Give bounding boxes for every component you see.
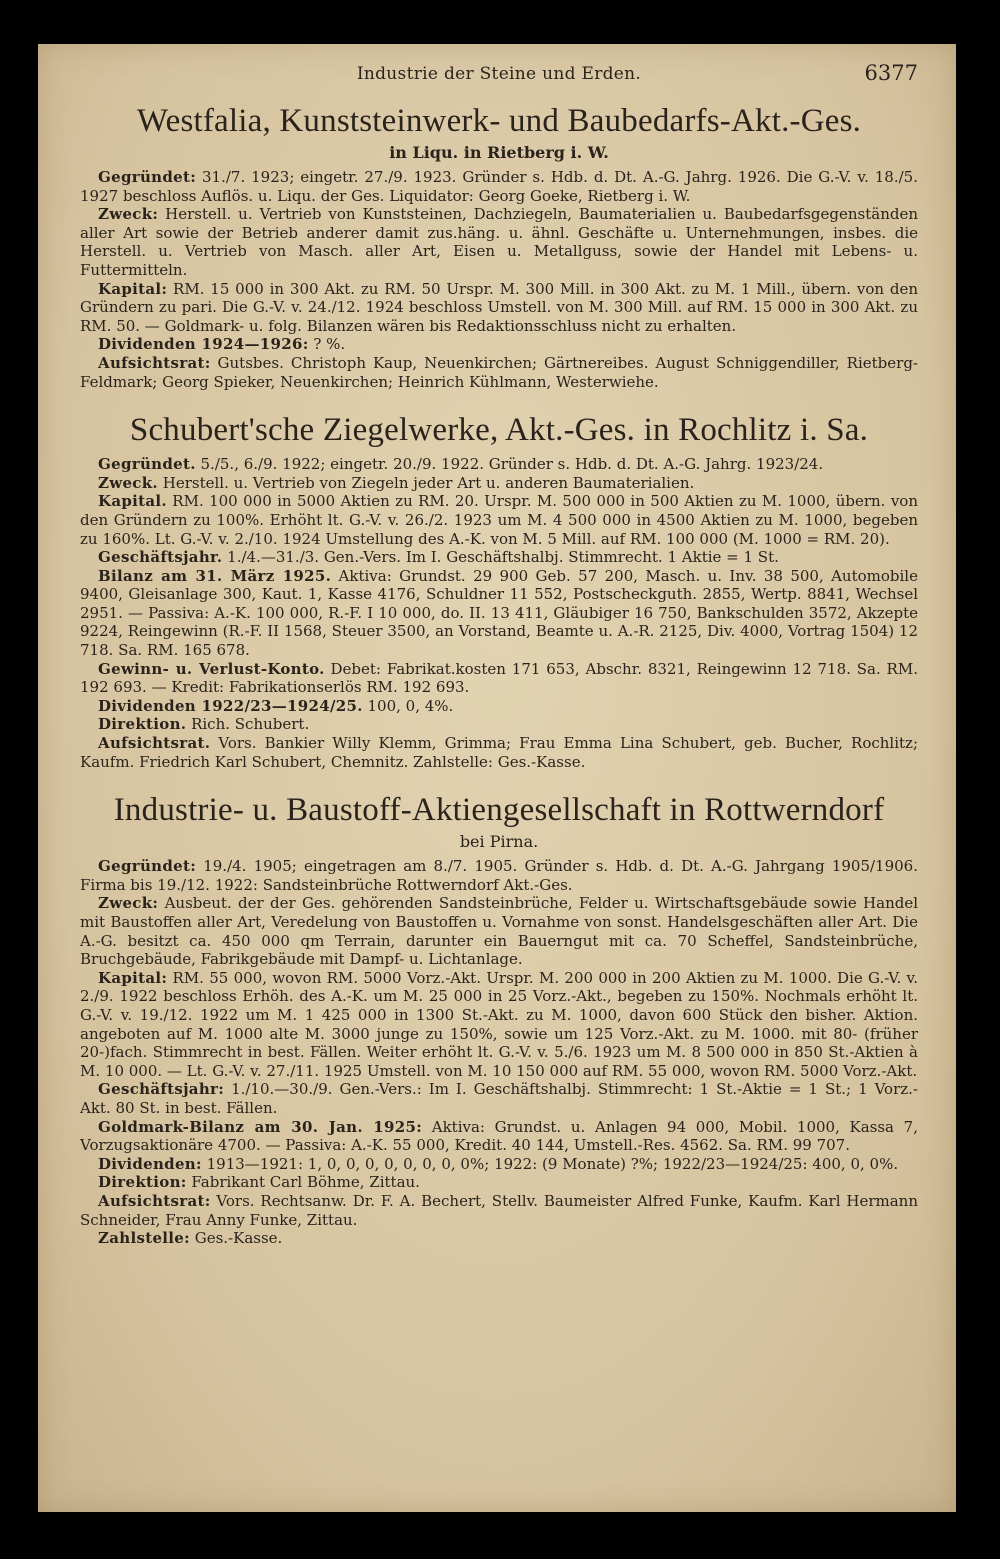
entry-text: Ges.-Kasse. [189, 1229, 283, 1248]
entry-paragraph [80, 205, 918, 279]
entry-paragraph [80, 1192, 918, 1229]
company-title: Industrie- u. Baustoff-Aktiengesellschaft in Rottwerndorf [113, 792, 885, 829]
company-entry [80, 791, 918, 1247]
entry-paragraph [80, 492, 918, 548]
entry-text: 1913—1921: 1, 0, 0, 0, 0, 0, 0, 0, 0%; 1922: (9 Monate) ?%; 1922/23—1924/25: 400, 0, 0%. [201, 1154, 899, 1173]
entry-label: Dividenden 1922/23—1924/25. [98, 696, 363, 715]
page-header [80, 58, 918, 94]
entry-label: Gewinn- u. Verlust-Konto. [98, 659, 325, 678]
entry-text: Aktiva: Grundst. u. Anlagen 94 000, Mobil. 1000, Kassa 7, Vorzugsaktionäre 4700. — Passiva: A.-K. 55 000, Kredit. 40 144, Umstell.-Res. 4562. Sa. RM. 99 707. [80, 1117, 918, 1155]
entry-text: RM. 100 000 in 5000 Aktien zu RM. 20. Urspr. M. 500 000 in 500 Aktien zu M. 1000, übern. von den Gründern zu 100%. Erhöht lt. G.-V. v. 26./2. 1923 um M. 4 500 000 in 4500 Aktien zu M. 1000, begeben zu 160%. Lt. G.-V. v. 2./10. 1924 Umstellung des A.-K. von M. 5 Mill. auf RM. 100 000 (M. 1000 = RM. 20). [80, 492, 918, 548]
entry-paragraph [80, 715, 918, 734]
entry-label: Aufsichtsrat: [98, 353, 211, 372]
company-subtitle: bei Pirna. [459, 832, 539, 852]
entry-label: Kapital: [98, 968, 168, 987]
entry-paragraph [80, 354, 918, 391]
entry-text: Vors. Bankier Willy Klemm, Grimma; Frau Emma Lina Schubert, geb. Bucher, Rochlitz; Kaufm. Friedrich Karl Schubert, Chemnitz. Zahlstelle: Ges.-Kasse. [80, 734, 918, 771]
entry-paragraph [80, 697, 918, 716]
entry-label: Aufsichtsrat. [98, 734, 211, 753]
entry-paragraph [80, 1229, 918, 1248]
entry-text: RM. 55 000, wovon RM. 5000 Vorz.-Akt. Urspr. M. 200 000 in 200 Aktien zu M. 1000. Die G.-V. v. 2./9. 1922 beschloss Erhöh. des A.-K. um M. 25 000 in 25 Vorz.-Akt., begeben zu 150%. Nochmals erhöht lt. G.-V. v. 19./12. 1922 um M. 1 425 000 in 1300 St.-Akt. zu M. 1000, davon 600 Stück den bisher. Aktion. angeboten auf M. 1000 alte M. 3000 junge zu 150%, sowie um 125 Vorz.-Akt. zu M. 1000. mit 80- (früher 20-)fach. Stimmrecht in best. Fällen. Weiter erhöht lt. G.-V. v. 5./6. 1923 um M. 8 500 000 in 850 St.-Aktien à M. 10 000. — Lt. G.-V. v. 27./11. 1925 Umstell. von M. 10 150 000 auf RM. 55 000, wovon RM. 5000 Vorz.-Akt. [80, 968, 918, 1080]
entry-text: 5./5., 6./9. 1922; eingetr. 20./9. 1922. Gründer s. Hdb. d. Dt. A.-G. Jahrg. 1923/24. [195, 455, 824, 474]
entry-label: Dividenden 1924—1926: [98, 335, 309, 354]
entry-text: Aktiva: Grundst. 29 900 Geb. 57 200, Masch. u. Inv. 38 500, Automobile 9400, Gleisanlage 300, Kaut. 1, Kasse 4176, Schuldner 11 552, Postscheckguth. 2855, Wertp. 8841, Wechsel 2951. — Passiva: A.-K. 100 000, R.-F. I 10 000, do. II. 13 411, Gläubiger 16 750, Bankschulden 3572, Akzepte 9224, Reingewinn (R.-F. II 1568, Steuer 3500, an Vorstand, Beamte u. A.-R. 2125, Div. 4000, Vortrag 1504) 12 718. Sa. RM. 165 678. [80, 566, 918, 660]
entry-paragraph [80, 894, 918, 968]
entry-text: Gutsbes. Christoph Kaup, Neuenkirchen; Gärtnereibes. August Schniggendiller, Rietberg-Feldmark; Georg Spieker, Neuenkirchen; Heinrich Kühlmann, Westerwiehe. [80, 353, 918, 391]
entry-paragraph [80, 1080, 918, 1117]
entry-label: Zweck: [98, 894, 159, 913]
entry-label: Direktion: [98, 1173, 187, 1192]
entry-label: Bilanz am 31. März 1925. [98, 566, 332, 585]
entry-paragraph [80, 280, 918, 336]
entry-paragraph [80, 1118, 918, 1155]
entry-text: Vors. Rechtsanw. Dr. F. A. Bechert, Stellv. Baumeister Alfred Funke, Kaufm. Karl Hermann Schneider, Frau Anny Funke, Zittau. [80, 1191, 918, 1229]
entry-label: Gegründet: [98, 857, 197, 876]
entry-text: Fabrikant Carl Böhme, Zittau. [186, 1173, 420, 1192]
entry-label: Zweck. [98, 473, 158, 492]
entry-paragraph [80, 548, 918, 567]
entry-text: Rich. Schubert. [186, 715, 310, 734]
entry-label: Kapital. [98, 492, 167, 511]
entry-text: 1./4.—31./3. Gen.-Vers. Im I. Geschäftshalbj. Stimmrecht. 1 Aktie = 1 St. [222, 548, 779, 567]
entry-paragraph [80, 567, 918, 660]
entry-label: Geschäftsjahr: [98, 1080, 225, 1099]
page-number: 6377 [864, 61, 918, 85]
company-title: Westfalia, Kunststeinwerk- und Baubedarfs-Akt.-Ges. [136, 103, 862, 139]
entry-paragraph [80, 474, 918, 493]
page-content [80, 58, 918, 1268]
entry-text: Debet: Fabrikat.kosten 171 653, Abschr. 8321, Reingewinn 12 718. Sa. RM. 192 693. — Kredit: Fabrikationserlös RM. 192 693. [80, 659, 918, 697]
entry-text: 31./7. 1923; eingetr. 27./9. 1923. Gründer s. Hdb. d. Dt. A.-G. Jahrg. 1926. Die G.-V. v. 18./5. 1927 beschloss Auflös. u. Liqu. der Ges. Liquidator: Georg Goeke, Rietberg i. W. [80, 168, 918, 205]
company-entry [80, 411, 918, 771]
entry-paragraph [80, 1173, 918, 1192]
entry-label: Zweck: [98, 205, 159, 224]
entry-paragraph [80, 335, 918, 354]
entry-text: Herstell. u. Vertrieb von Kunststeinen, Dachziegeln, Baumaterialien u. Baubedarfsgegenständen aller Art sowie der Betrieb anderer damit zus.häng. u. ähnl. Geschäfte u. Unternehmungen, insbes. die Herstell. u. Vertrieb von Masch. aller Art, Eisen u. Metallguss, sowie der Handel mit Lebens- u. Futtermitteln. [80, 205, 918, 279]
entry-paragraph [80, 455, 918, 474]
company-title: Schubert'sche Ziegelwerke, Akt.-Ges. in Rochlitz i. Sa. [129, 412, 869, 449]
entry-label: Kapital: [98, 279, 168, 298]
entry-text: Herstell. u. Vertrieb von Ziegeln jeder Art u. anderen Baumaterialien. [157, 473, 695, 492]
entry-label: Zahlstelle: [98, 1229, 190, 1248]
company-subtitle: in Liqu. in Rietberg i. W. [389, 143, 609, 162]
company-entry [80, 102, 918, 391]
entry-label: Aufsichtsrat: [98, 1191, 211, 1210]
entry-paragraph [80, 168, 918, 205]
entry-paragraph [80, 1155, 918, 1174]
entry-paragraph [80, 734, 918, 771]
entry-paragraph [80, 857, 918, 894]
entry-label: Dividenden: [98, 1154, 202, 1173]
entry-paragraph [80, 969, 918, 1081]
entry-text: RM. 15 000 in 300 Akt. zu RM. 50 Urspr. M. 300 Mill. in 300 Akt. zu M. 1 Mill., übern. von den Gründern zu pari. Die G.-V. v. 24./12. 1924 beschloss Umstell. von M. 300 Mill. auf RM. 15 000 in 300 Akt. zu RM. 50. — Goldmark- u. folg. Bilanzen wären bis Redaktionsschluss nicht zu erhalten. [80, 279, 918, 335]
entry-label: Goldmark-Bilanz am 30. Jan. 1925: [98, 1117, 423, 1136]
entry-label: Geschäftsjahr. [98, 548, 223, 567]
entry-text: ? %. [308, 335, 346, 354]
entry-label: Gegründet. [98, 455, 196, 474]
entry-text: Ausbeut. der der Ges. gehörenden Sandsteinbrüche, Felder u. Wirtschaftsgebäude sowie Handel mit Baustoffen aller Art, Veredelung von Baustoffen u. Vornahme von sonst. Handelsgeschäften aller Art. Die A.-G. besitzt ca. 450 000 qm Terrain, darunter ein Bauerngut mit ca. 70 Scheffel, Sandsteinbrüche, Bruchgebäude, Fabrikgebäude mit Dampf- u. Lichtanlage. [80, 894, 918, 969]
entry-text: 19./4. 1905; eingetragen am 8./7. 1905. Gründer s. Hdb. d. Dt. A.-G. Jahrgang 1905/1906. Firma bis 19./12. 1922: Sandsteinbrüche Rottwerndorf Akt.-Ges. [80, 857, 918, 894]
entry-paragraph [80, 660, 918, 697]
entry-text: 100, 0, 4%. [362, 696, 454, 715]
entry-text: 1./10.—30./9. Gen.-Vers.: Im I. Geschäftshalbj. Stimmrecht: 1 St.-Aktie = 1 St.; 1 Vorz.-Akt. 80 St. in best. Fällen. [80, 1080, 918, 1117]
document-page [38, 44, 956, 1512]
running-title: Industrie der Steine und Erden. [356, 64, 642, 84]
entry-label: Direktion. [98, 715, 187, 734]
entry-label: Gegründet: [98, 168, 197, 186]
